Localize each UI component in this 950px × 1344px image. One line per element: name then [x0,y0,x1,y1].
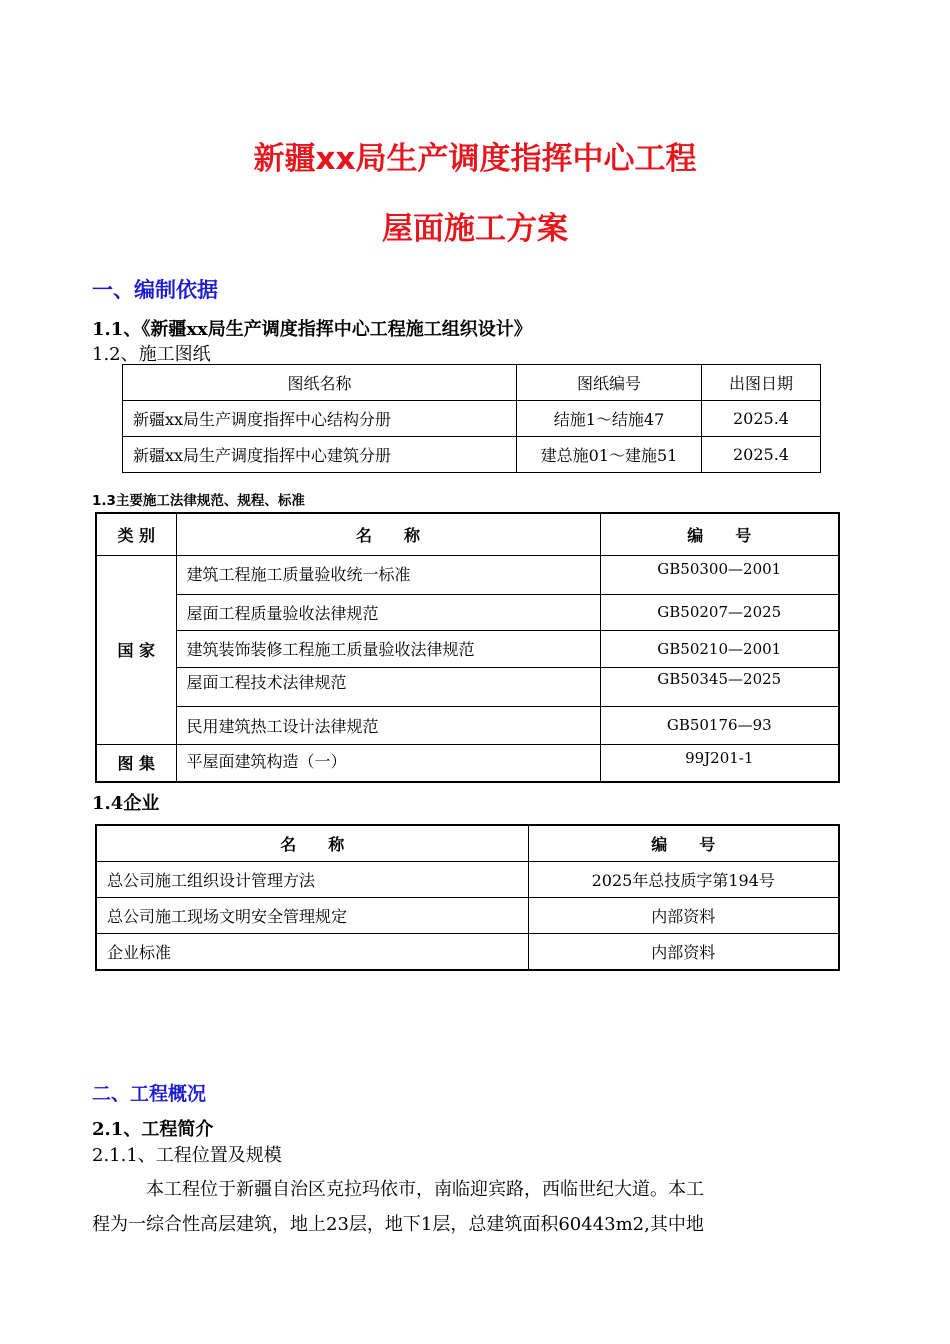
table-row [96,667,839,706]
header-cell: 名 称 [96,825,528,862]
table-cell: 内部资料 [528,898,839,934]
table-row [96,862,839,898]
section-heading-1: 一、编制依据 [92,278,218,302]
header-cell: 名 称 [176,513,600,555]
category-cell-atlas: 图 集 [96,744,176,782]
table-row [123,437,821,473]
table-cell: 新疆xx局生产调度指挥中心结构分册 [123,401,517,437]
table-cell: GB50207—2025 [600,594,839,630]
category-cell-national: 国 家 [96,555,176,744]
table-cell: 平屋面建筑构造（一） [176,744,600,782]
drawings-table [122,364,821,473]
table-cell: 2025年总技质字第194号 [528,862,839,898]
header-cell: 出图日期 [702,365,821,401]
subsection-1-4: 1.4企业 [92,793,160,814]
table-cell: 新疆xx局生产调度指挥中心建筑分册 [123,437,517,473]
table-row [96,630,839,667]
document-subtitle: 屋面施工方案 [382,211,568,247]
table-cell: 民用建筑热工设计法律规范 [176,706,600,744]
enterprise-table [95,824,840,971]
table-cell: 建筑工程施工质量验收统一标准 [176,555,600,594]
header-cell: 类 别 [96,513,176,555]
table-header-row [123,365,821,401]
subsection-2-1: 2.1、工程简介 [92,1119,214,1140]
table-row [96,898,839,934]
table-cell: 屋面工程质量验收法律规范 [176,594,600,630]
table-cell: 屋面工程技术法律规范 [176,667,600,706]
paragraph-line: 程为一综合性高层建筑，地上23层，地下1层，总建筑面积60443m2,其中地 [92,1214,704,1235]
table-row [123,401,821,437]
table-cell: 建总施01～建施51 [517,437,702,473]
table-cell: 2025.4 [702,437,821,473]
table-cell: 99J201-1 [600,744,839,782]
table-row [96,706,839,744]
header-cell: 编 号 [528,825,839,862]
header-cell: 编 号 [600,513,839,555]
table-header-row [96,825,839,862]
table-cell: 建筑装饰装修工程施工质量验收法律规范 [176,630,600,667]
table-row [96,934,839,971]
subsection-2-1-1: 2.1.1、工程位置及规模 [92,1145,282,1166]
paragraph-line: 本工程位于新疆自治区克拉玛依市，南临迎宾路，西临世纪大道。本工 [146,1179,704,1200]
table-cell: GB50210—2001 [600,630,839,667]
header-cell: 图纸编号 [517,365,702,401]
subsection-1-1: 1.1、《新疆xx局生产调度指挥中心工程施工组织设计》 [92,319,532,340]
table-cell: GB50345—2025 [600,667,839,706]
document-title: 新疆xx局生产调度指挥中心工程 [253,141,697,177]
table-cell: 内部资料 [528,934,839,971]
table-cell: GB50176—93 [600,706,839,744]
table-header-row [96,513,839,555]
table-cell: 总公司施工组织设计管理方法 [96,862,528,898]
table-cell: 企业标准 [96,934,528,971]
header-cell: 图纸名称 [123,365,517,401]
table-row [96,744,839,782]
table-cell: 2025.4 [702,401,821,437]
standards-table [95,512,840,783]
section-heading-2: 二、工程概况 [92,1083,207,1105]
table-cell: GB50300—2001 [600,555,839,594]
table-cell: 结施1～结施47 [517,401,702,437]
subsection-1-2: 1.2、施工图纸 [92,344,211,365]
table-row [96,594,839,630]
subsection-1-3: 1.3主要施工法律规范、规程、标准 [92,493,305,509]
table-row [96,555,839,594]
table-cell: 总公司施工现场文明安全管理规定 [96,898,528,934]
